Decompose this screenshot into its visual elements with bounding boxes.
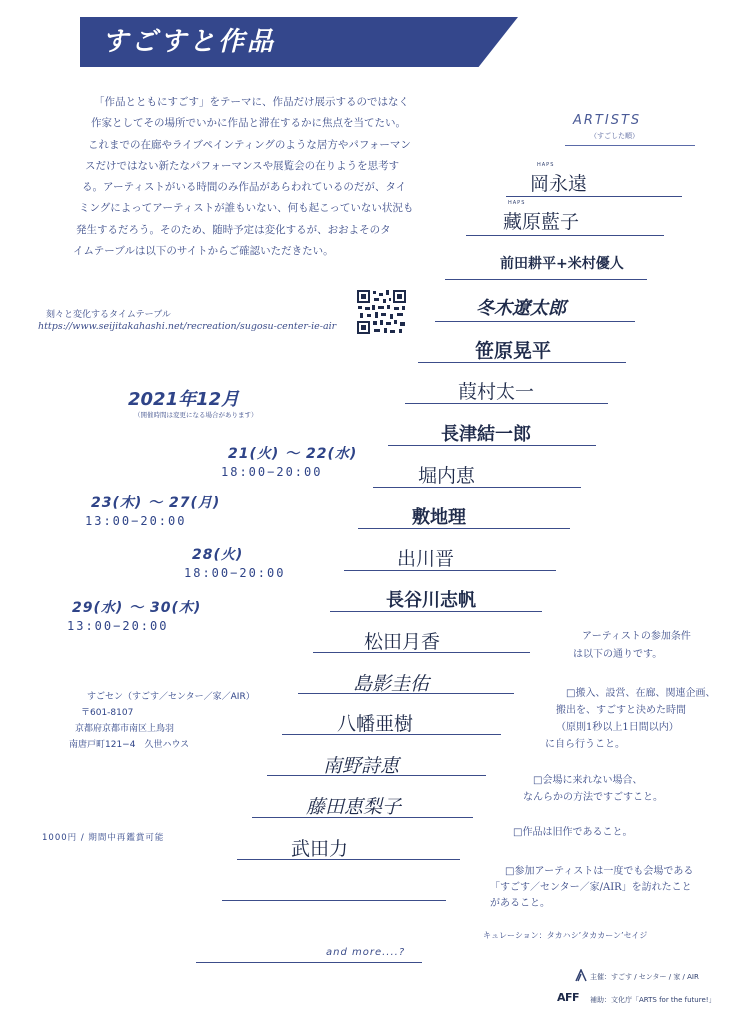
artist-name: 長谷川志帆: [386, 590, 476, 611]
artist-underline: [237, 859, 460, 860]
artist-name: 松田月香: [364, 631, 441, 653]
venue-address-1: 京都府京都市南区上鳥羽: [75, 724, 175, 734]
session-time: 13:00−20:00: [85, 514, 187, 528]
intro-line: る。アーティストがいる時間のみ作品があらわれているのだが、タイ: [82, 181, 407, 194]
artist-name: 藤田恵梨子: [306, 796, 402, 818]
artist-underline-empty: [196, 962, 422, 963]
artist-name: 八幡亜樹: [337, 713, 414, 735]
artist-underline: [358, 528, 570, 529]
intro-line: イムテーブルは以下のサイトからご確認いただきたい。: [73, 245, 334, 258]
session-date: 28(火): [192, 547, 244, 563]
artist-underline: [466, 235, 664, 236]
venue-name: すごセン（すごす／センター／家／AIR）: [87, 692, 255, 702]
organizer-logo-icon: [574, 969, 588, 982]
artists-heading-underline: [565, 145, 695, 146]
artist-underline: [267, 775, 486, 776]
conditions-intro: は以下の通りです。: [573, 649, 663, 660]
organizer-credit: 主催：すごす / センター / 家 / AIR: [590, 973, 699, 981]
artist-underline: [435, 321, 635, 322]
artist-underline: [344, 570, 556, 571]
condition-item: 「すごす／センター／家/AIR」を訪れたこと: [490, 882, 692, 893]
condition-item: □作品は旧作であること。: [513, 827, 633, 838]
artist-name: 敷地理: [412, 507, 466, 528]
session-time: 18:00−20:00: [221, 465, 323, 479]
condition-item: があること。: [490, 898, 550, 909]
artist-underline: [388, 445, 596, 446]
artist-name: 前田耕平+米村優人: [500, 256, 624, 272]
session-date: 29(水) 〜 30(木): [72, 600, 202, 616]
session-time: 18:00−20:00: [184, 566, 286, 580]
timetable-label: 刻々と変化するタイムテーブル: [46, 310, 171, 320]
artists-subheading: （すごした順）: [590, 132, 639, 140]
haps-label: HAPS: [508, 200, 526, 206]
aff-logo: AFF: [557, 991, 580, 1004]
artist-underline: [445, 279, 647, 280]
condition-item: なんらかの方法ですごすこと。: [523, 792, 663, 803]
condition-item: （原則1秒以上1日間以内）: [556, 722, 679, 733]
artist-name: 出川晋: [397, 548, 455, 570]
artist-name: 冬木遼太郎: [476, 298, 566, 319]
session-time: 13:00−20:00: [67, 619, 169, 633]
session-date: 23(木) 〜 27(月): [91, 495, 221, 511]
intro-line: これまでの在廊やライブペインティングのような居方やパフォーマン: [88, 138, 411, 151]
artist-name: 葭村太一: [458, 381, 535, 403]
conditions-intro: アーティストの参加条件: [582, 631, 691, 642]
venue-address-2: 南唐戸町121−4 久世ハウス: [69, 740, 190, 750]
schedule-note: （開催時間は変更になる場合があります）: [134, 411, 258, 419]
condition-item: 搬出を、すごすと決めた時間: [556, 705, 686, 716]
artists-heading: ARTISTS: [573, 113, 642, 128]
venue-postal: 〒601-8107: [81, 708, 134, 718]
artist-underline: [506, 196, 682, 197]
artist-underline: [282, 734, 501, 735]
artist-underline: [330, 611, 542, 612]
artist-name: 岡永遠: [530, 173, 588, 195]
qr-code-icon[interactable]: [356, 289, 407, 335]
artist-name: 藏原藍子: [503, 211, 580, 233]
artist-name: 島影圭佑: [353, 673, 430, 695]
page-title: すごすと作品: [102, 27, 277, 57]
artist-underline: [373, 487, 581, 488]
artist-name: 長津結一郎: [441, 424, 531, 445]
more-artists: and more....?: [326, 947, 406, 958]
support-credit: 補助：文化庁「ARTS for the future!」: [590, 996, 716, 1004]
artist-underline: [405, 403, 608, 404]
session-date: 21(火) 〜 22(水): [228, 446, 358, 462]
artist-underline: [298, 693, 514, 694]
intro-line: ミングによってアーティストが誰もいない、何も起こっていない状況も: [79, 202, 414, 215]
condition-item: □搬入、設営、在廊、関連企画、: [566, 688, 716, 699]
intro-text: [68, 92, 488, 262]
intro-line: 「作品とともにすごす」をテーマに、作品だけ展示するのではなく: [94, 96, 409, 108]
artist-name: 南野詩恵: [323, 755, 400, 777]
artist-name: 笹原晃平: [475, 340, 552, 362]
intro-line: スだけではない新たなパフォーマンスや展覧会の在りようを思考す: [85, 159, 400, 172]
artist-underline: [313, 652, 530, 653]
artist-underline: [418, 362, 626, 363]
artist-name: 堀内恵: [418, 465, 476, 487]
price: 1000円 / 期間中再鑑賞可能: [42, 833, 165, 843]
intro-line: 作家としてその場所でいかに作品と滞在するかに焦点を当てたい。: [91, 117, 406, 130]
timetable-url[interactable]: https://www.seijitakahashi.net/recreation/sugosu-center-ie-air: [38, 321, 337, 332]
haps-label: HAPS: [537, 162, 555, 168]
curation-credit: キュレーション：タカハシ’タカカーン’セイジ: [483, 931, 648, 940]
artist-name: 武田力: [291, 838, 349, 860]
condition-item: に自ら行うこと。: [545, 739, 625, 750]
intro-line: 発生するだろう。そのため、随時予定は変化するが、おおよそのタ: [76, 223, 391, 236]
condition-item: □会場に来れない場合、: [533, 775, 643, 786]
condition-item: □参加アーティストは一度でも会場である: [505, 866, 694, 877]
schedule-year-month: 2021年12月: [128, 389, 240, 410]
artist-underline-empty: [222, 900, 446, 901]
artist-underline: [252, 817, 473, 818]
